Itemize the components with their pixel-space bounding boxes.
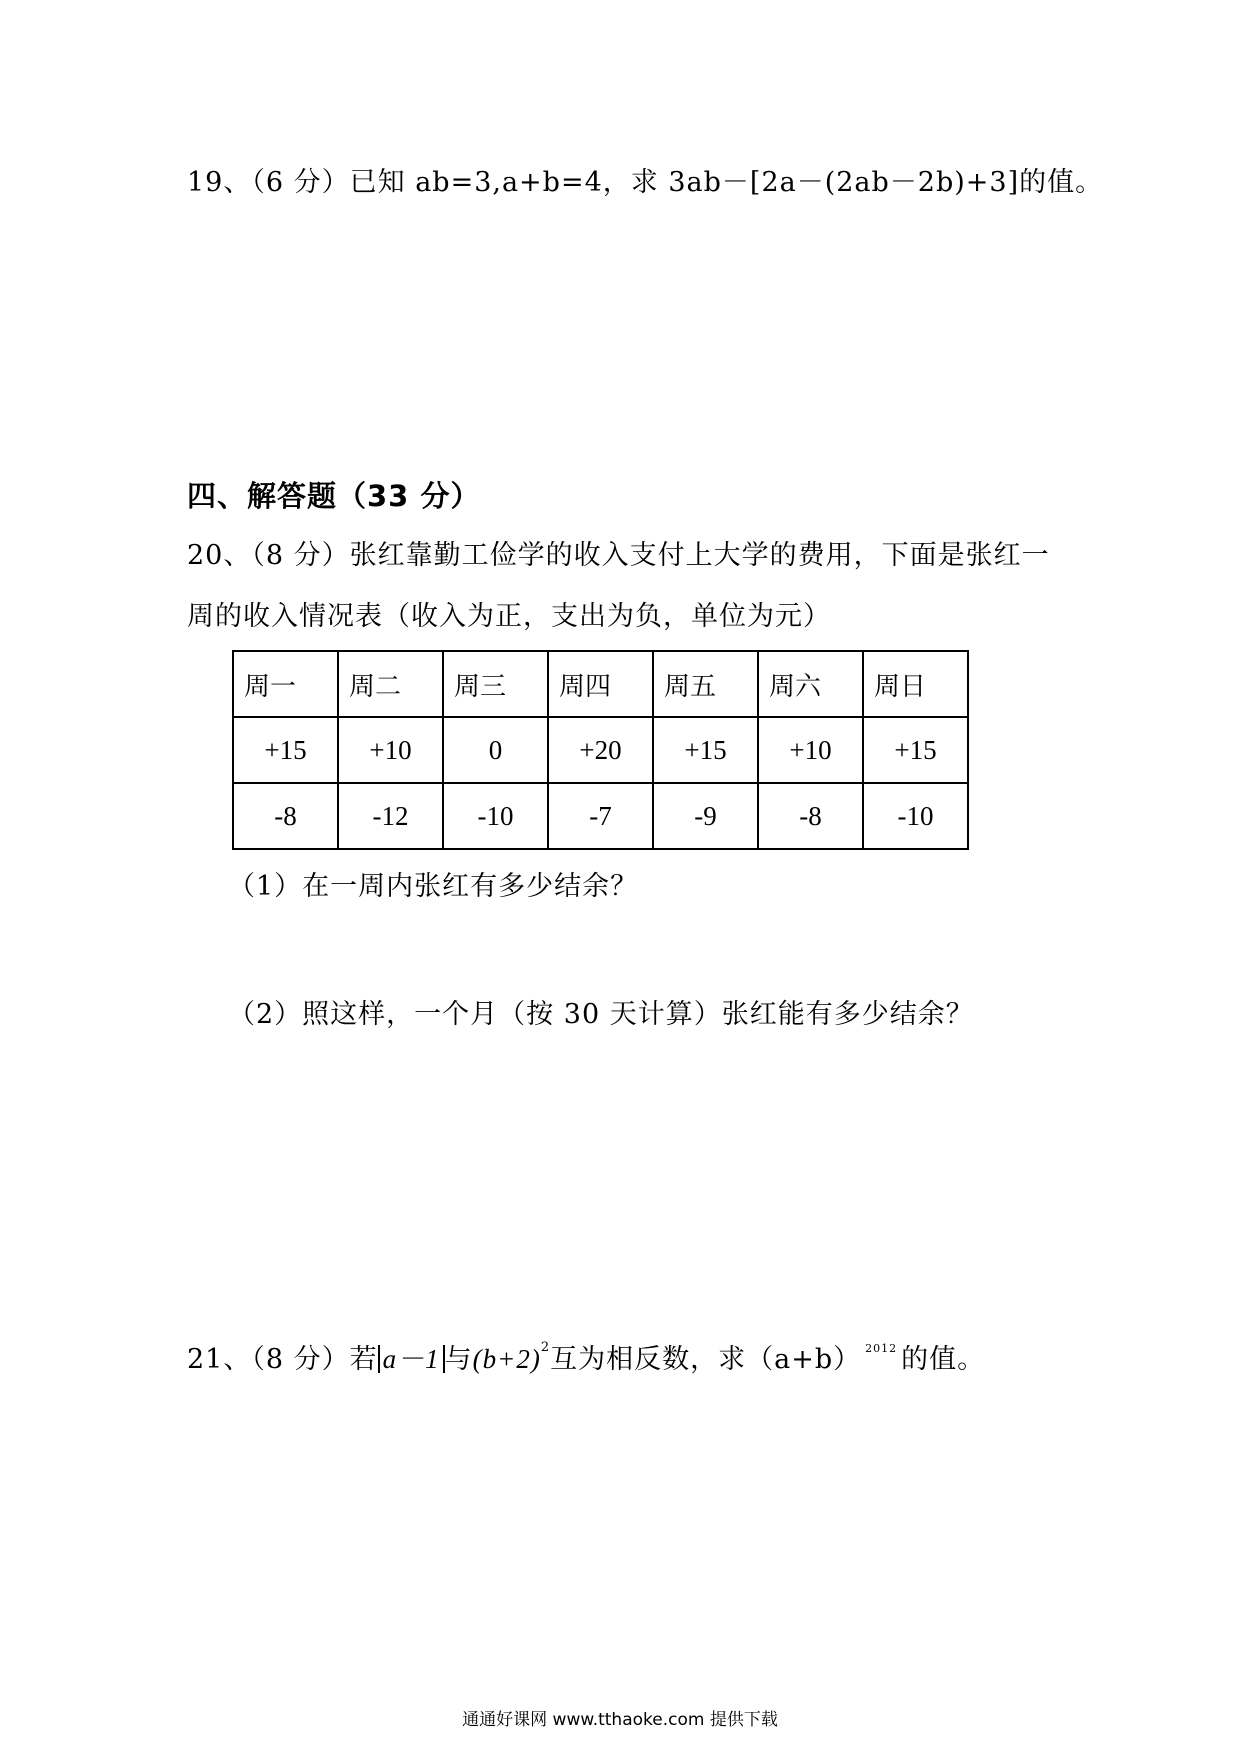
table-row-expense (233, 783, 968, 849)
footer-credit: 通通好课网 www.tthaoke.com 提供下载 (462, 1710, 778, 1730)
question-21 (187, 1340, 986, 1375)
question-21-connector: 与 (444, 1344, 473, 1375)
table-cell-day: 周二 (338, 651, 443, 717)
table-cell-expense: -9 (653, 783, 758, 849)
table-cell-expense: -10 (863, 783, 968, 849)
table-cell-income: +20 (548, 717, 653, 783)
absolute-value-expression: a－1 (378, 1345, 445, 1373)
table-cell-expense: -8 (233, 783, 338, 849)
square-expression: (b+2) (472, 1344, 541, 1374)
table-cell-expense: -12 (338, 783, 443, 849)
table-row-days (233, 651, 968, 717)
table-cell-expense: -7 (548, 783, 653, 849)
question-20-line-2: 周的收入情况表（收入为正，支出为负，单位为元） (187, 601, 831, 632)
square-exponent: 2 (540, 1340, 551, 1355)
table-cell-day: 周三 (443, 651, 548, 717)
question-21-prefix: 21、（8 分）若 (187, 1344, 378, 1375)
section-heading-answer-questions: 四、解答题（33 分） (187, 479, 481, 513)
question-20-part-1: （1）在一周内张红有多少结余？ (228, 871, 639, 902)
table-cell-income: +15 (863, 717, 968, 783)
income-table (232, 650, 969, 850)
table-cell-income: +10 (758, 717, 863, 783)
table-cell-day: 周一 (233, 651, 338, 717)
question-20-line-1: 20、（8 分）张红靠勤工俭学的收入支付上大学的费用，下面是张红一 (187, 540, 1050, 571)
question-21-middle: 互为相反数，求（a+b） (550, 1344, 862, 1375)
table-cell-income: +10 (338, 717, 443, 783)
power-exponent: 2012 (865, 1342, 898, 1355)
question-20-part-2: （2）照这样，一个月（按 30 天计算）张红能有多少结余？ (228, 999, 974, 1030)
table-cell-income: +15 (233, 717, 338, 783)
table-cell-day: 周五 (653, 651, 758, 717)
table-cell-income: +15 (653, 717, 758, 783)
table-cell-income: 0 (443, 717, 548, 783)
table-cell-day: 周四 (548, 651, 653, 717)
question-21-suffix: 的值。 (901, 1344, 986, 1375)
question-19: 19、（6 分）已知 ab=3,a+b=4，求 3ab－[2a－(2ab－2b)+3]的值。 (187, 167, 1104, 198)
table-cell-expense: -8 (758, 783, 863, 849)
table-cell-expense: -10 (443, 783, 548, 849)
table-row-income (233, 717, 968, 783)
table-cell-day: 周日 (863, 651, 968, 717)
table-cell-day: 周六 (758, 651, 863, 717)
